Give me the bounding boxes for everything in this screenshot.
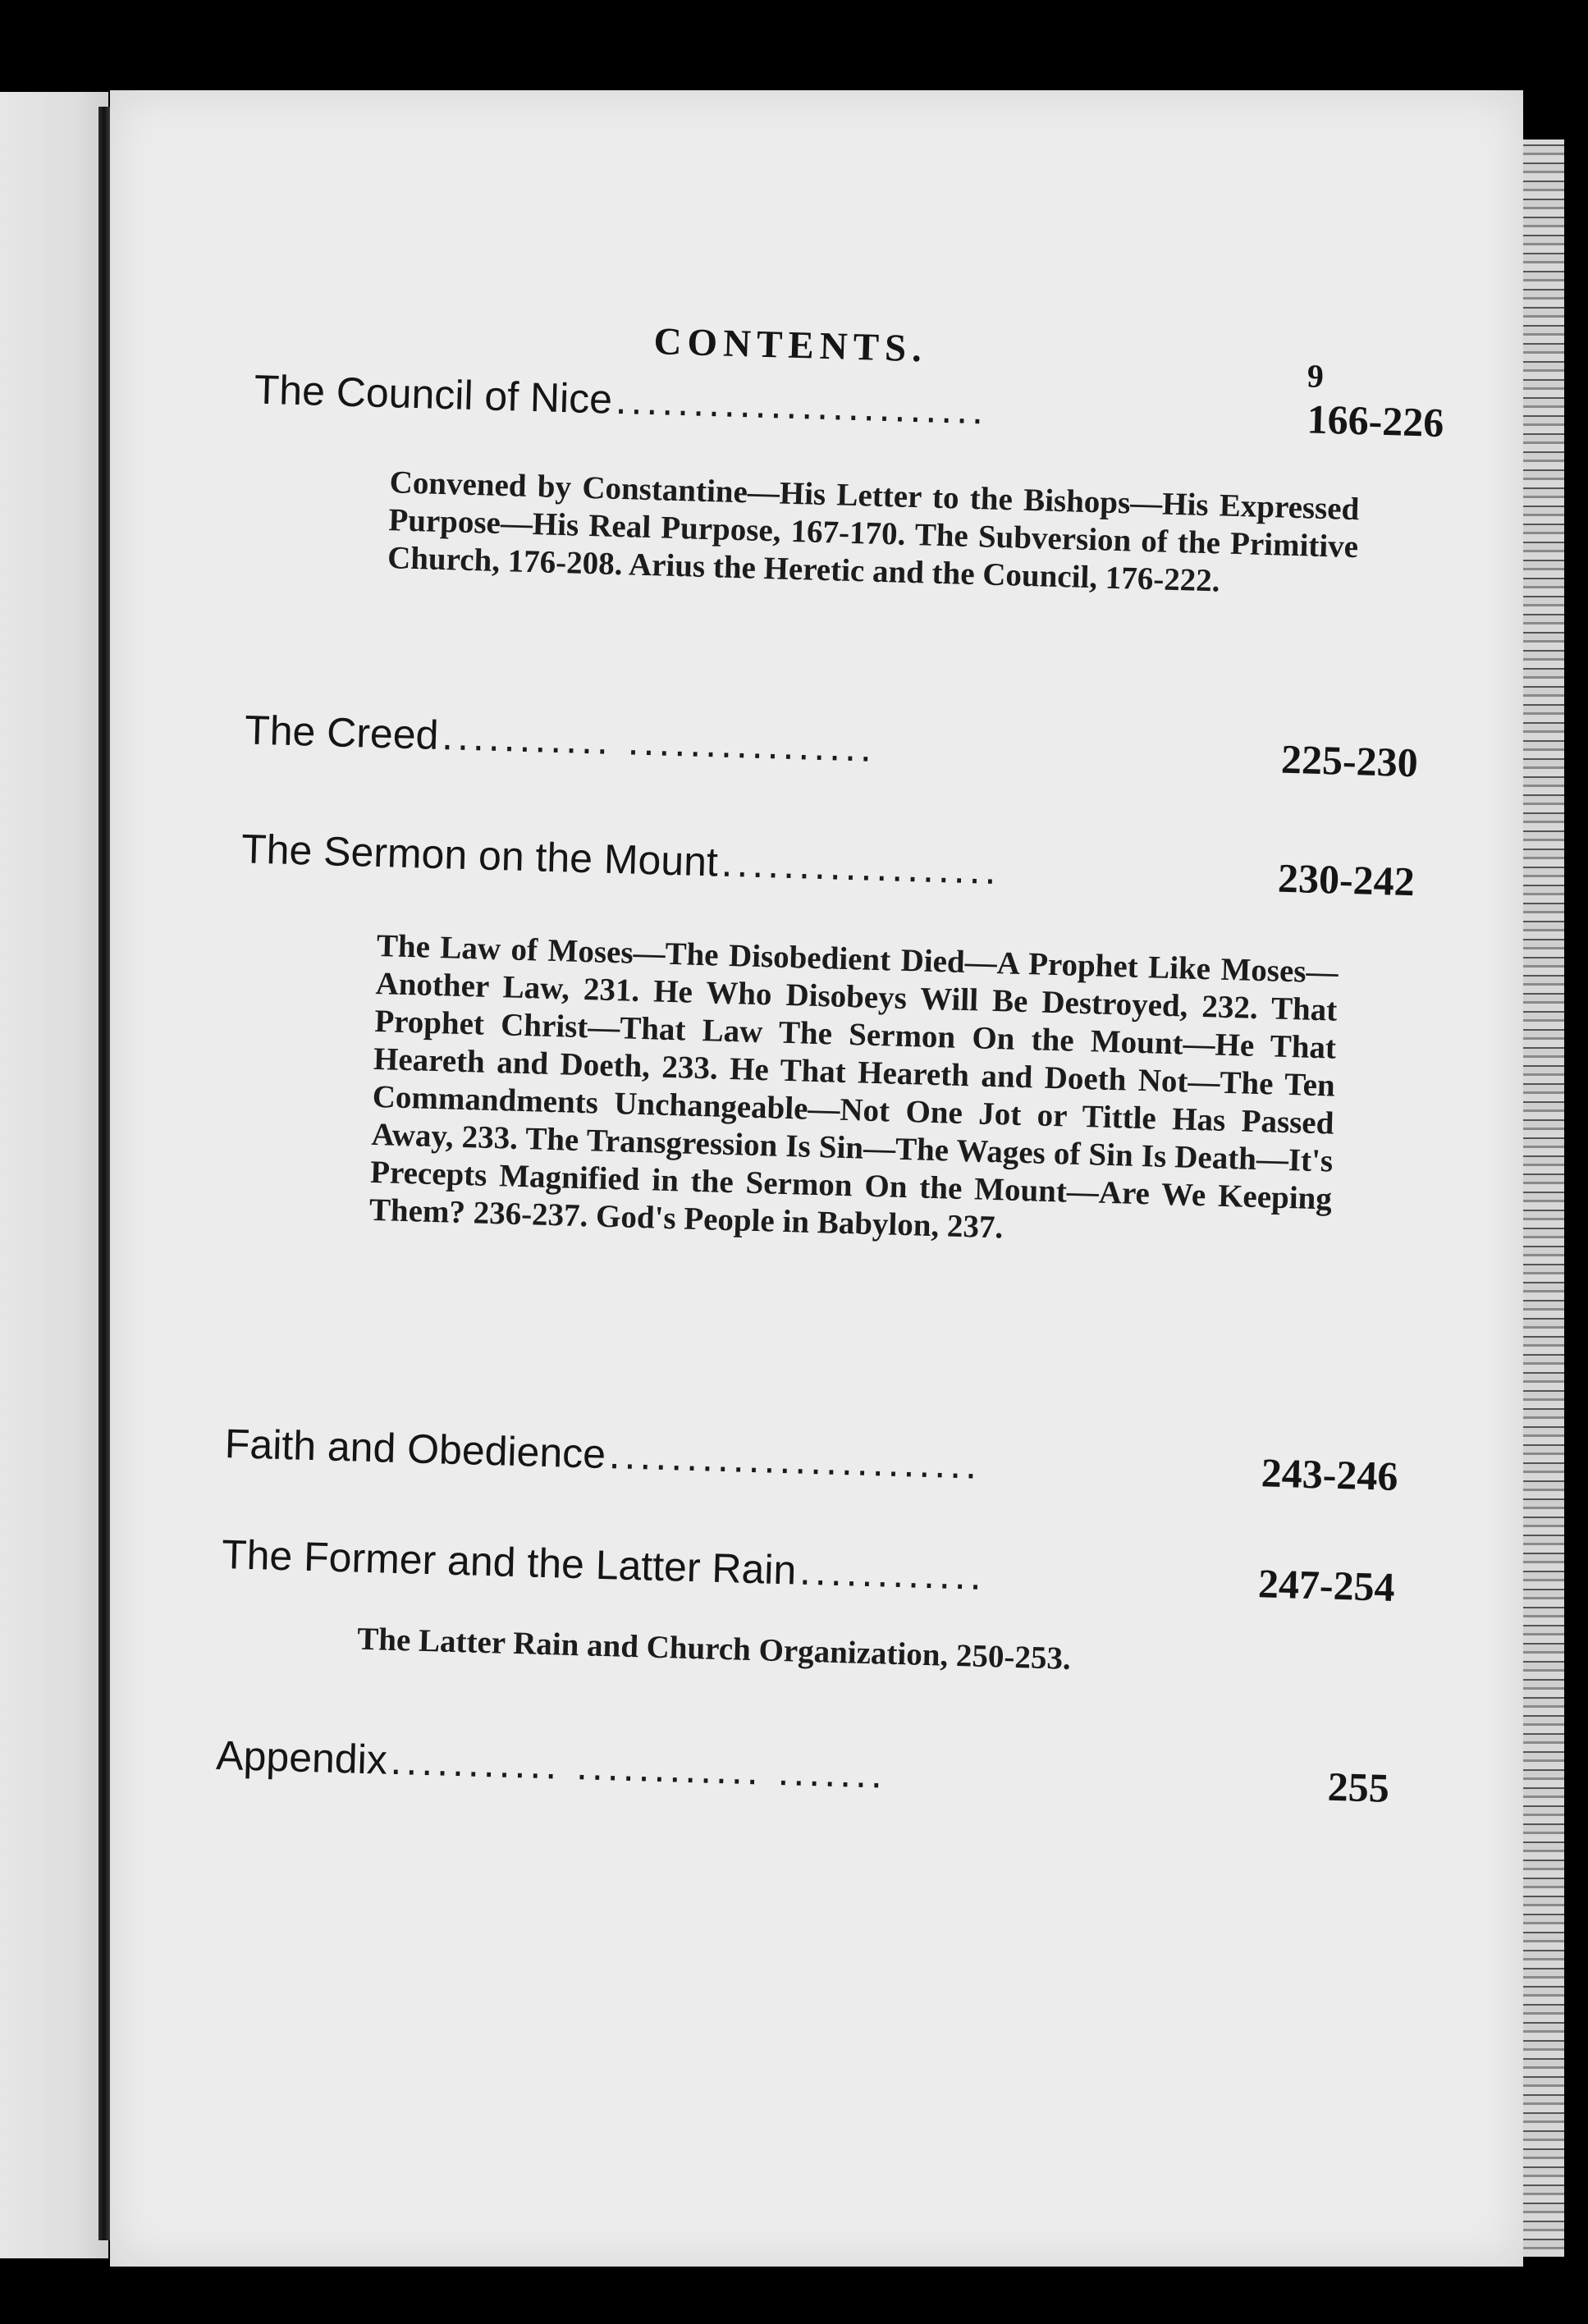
toc-entry-pages: 166-226 — [1306, 396, 1445, 446]
toc-entry-pages: 247-254 — [1257, 1560, 1396, 1610]
toc-entry — [240, 825, 1415, 905]
toc-entry — [224, 1420, 1398, 1500]
page-heading: CONTENTS. — [652, 320, 928, 371]
toc-entry — [254, 366, 1444, 446]
toc-entry — [221, 1530, 1395, 1611]
dot-leader: ........................ — [608, 1431, 982, 1488]
dot-leader: ........................ — [615, 376, 989, 433]
toc-entry-title: The Creed — [244, 707, 440, 758]
toc-entry-description: Convened by Constantine—His Letter to the Bishops—His Expressed Purpose—His Real Purpose, 167-170. The Subversion of the Primitive Church, 176-208. Arius the Heretic and the Council, 176-222. — [387, 464, 1360, 599]
toc-entry-pages: 255 — [1327, 1763, 1390, 1811]
toc-entry-title: The Former and the Latter Rain — [221, 1530, 798, 1594]
page-number: 9 — [1307, 357, 1325, 395]
toc-entry-title: Appendix — [215, 1732, 388, 1783]
toc-entry-pages: 225-230 — [1280, 735, 1419, 786]
toc-entry-description: The Latter Rain and Church Organization, 250-253. — [356, 1621, 1072, 1677]
contents-text — [80, 71, 1553, 2285]
toc-entry-pages: 230-242 — [1277, 854, 1416, 905]
toc-entry-title: The Sermon on the Mount — [240, 826, 719, 885]
toc-entry-title: The Council of Nice — [254, 366, 613, 423]
toc-entry-pages: 243-246 — [1261, 1449, 1399, 1499]
toc-entry — [244, 706, 1418, 786]
toc-entry — [216, 1732, 1390, 1812]
dot-leader: .................. — [721, 839, 1001, 894]
dot-leader: ........... ................ — [441, 712, 876, 771]
dot-leader: ............ — [799, 1547, 986, 1599]
dot-leader: ........... ............ ....... — [389, 1736, 887, 1797]
book-page — [110, 90, 1523, 2267]
toc-entry-title: Faith and Obedience — [224, 1420, 606, 1477]
toc-entry-description: The Law of Moses—The Disobedient Died—A Prophet Like Moses—Another Law, 231. He Who Disobeys Will Be Destroyed, 232. That Prophet Christ—That Law The Sermon On the Mount—He That Heareth and Doeth, 233. He That Heareth and Doeth Not—The Ten Commandments Unchangeable—Not One Jot or Tittle Has Passed Away, 233. The Transgression Is Sin—The Wages of Sin Is Death—It's Precepts Magnified in the Sermon On the Mount—Are We Keeping Them? 236-237. God's People in Babylon, 237. — [368, 927, 1339, 1246]
